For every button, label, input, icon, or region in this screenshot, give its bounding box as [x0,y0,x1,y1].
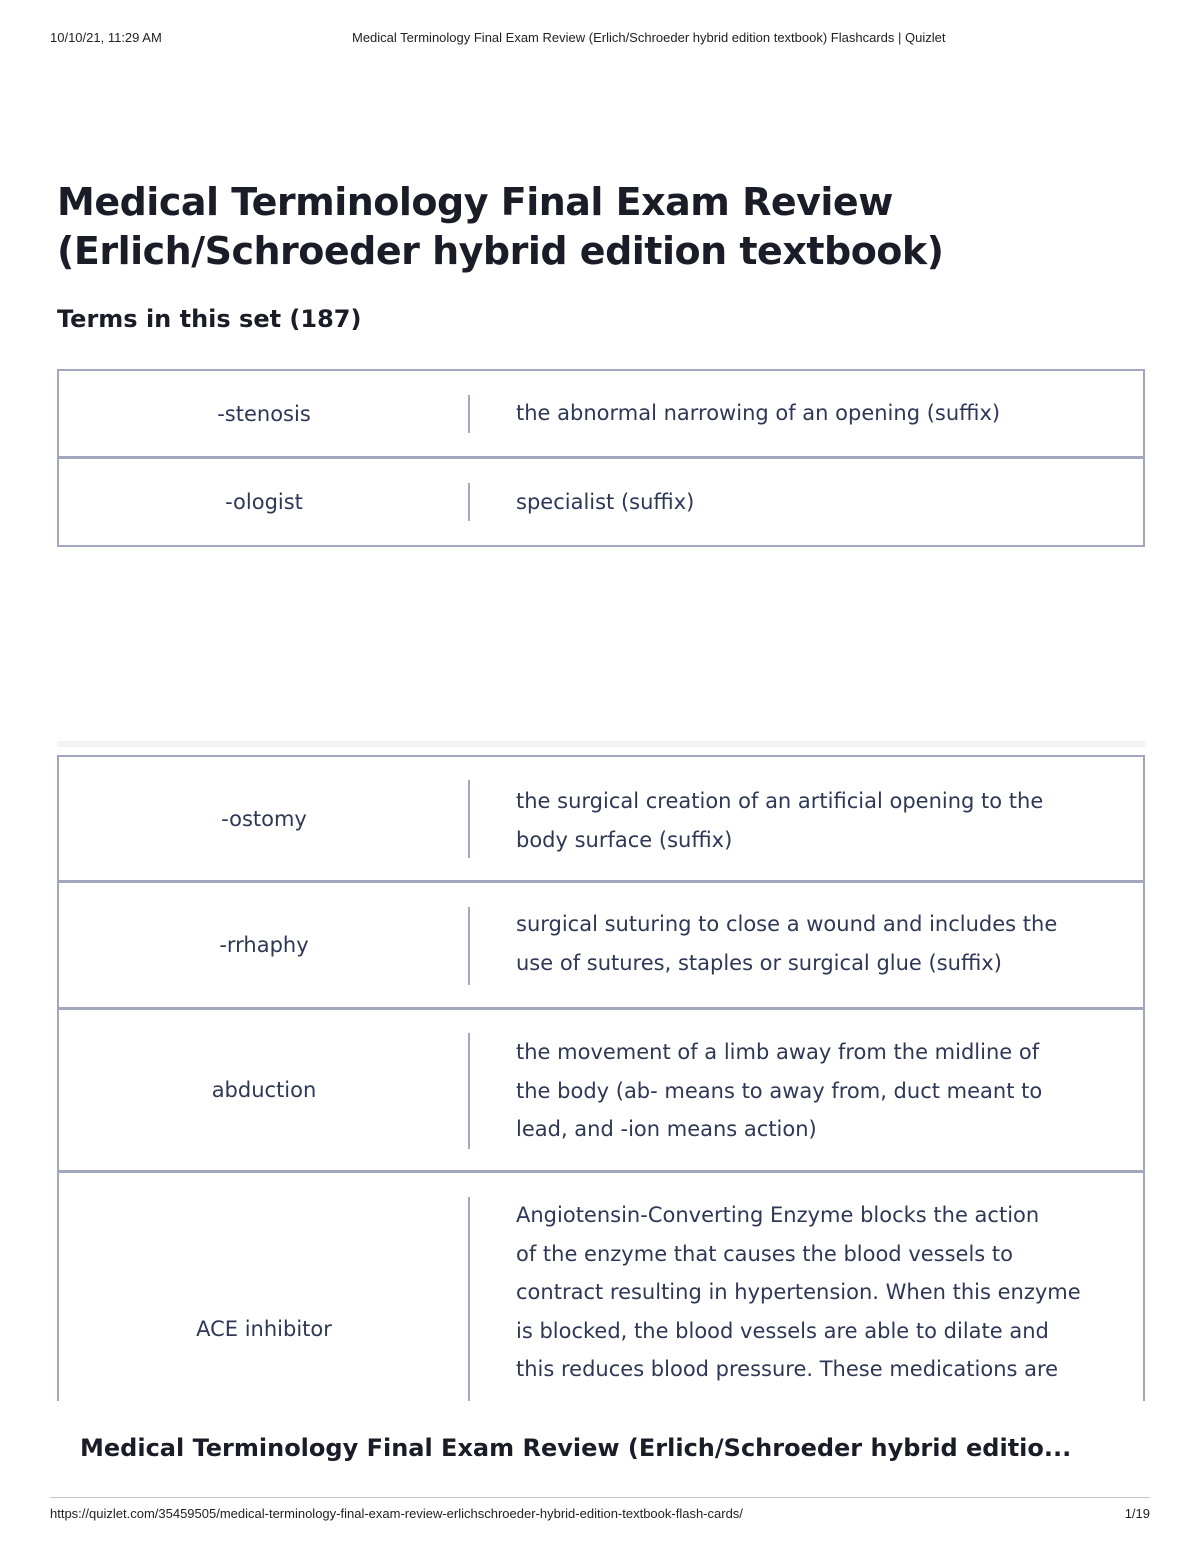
footer-divider [50,1497,1150,1498]
term-text: -ologist [225,490,303,514]
set-title-line2: (Erlich/Schroeder hybrid edition textbook) [57,229,944,273]
definition-line: body surface (suffix) [516,827,733,852]
terms-count-heading: Terms in this set (187) [57,305,362,333]
column-divider [468,395,470,433]
print-page-number: 1/19 [1124,1506,1150,1521]
column-divider [468,1033,470,1149]
definition-line: this reduces blood pressure. These medications are [516,1357,1059,1381]
definition-text [516,782,1086,859]
print-page-title: Medical Terminology Final Exam Review (Erlich/Schroeder hybrid edition textbook) Flashcards | Quizlet [352,30,946,45]
definition-line: the body (ab- means to away from, duct meant to [516,1078,1043,1103]
term-text: ACE inhibitor [196,1317,332,1341]
definition-line: lead, and -ion means action) [516,1117,817,1141]
terms-card-group [57,369,1145,547]
definition-text: the abnormal narrowing of an opening (suffix) [516,401,1001,426]
definition-line: the surgical creation of an artificial opening to the [516,789,1044,813]
definition-text: specialist (suffix) [516,489,695,514]
set-title [57,178,1057,276]
definition-line: use of sutures, staples or surgical glue (suffix) [516,950,1002,975]
section-separator [57,741,1145,747]
term-row[interactable] [59,459,1143,545]
definition-line: the movement of a limb away from the midline of [516,1040,1040,1064]
print-footer [50,1506,1150,1526]
definition-text [516,1033,1086,1149]
definition-line: of the enzyme that causes the blood vessels to [516,1241,1013,1266]
print-header [50,30,1150,50]
footer-set-title[interactable]: Medical Terminology Final Exam Review (Erlich/Schroeder hybrid editio... [80,1434,1072,1462]
term-row[interactable] [59,757,1143,883]
terms-clip-area [0,755,1200,1401]
set-title-line1: Medical Terminology Final Exam Review [57,180,893,224]
definition-text [516,1196,1086,1389]
definition-line: contract resulting in hypertension. When this enzyme [516,1280,1081,1304]
terms-card-group [57,755,1145,1401]
print-url: https://quizlet.com/35459505/medical-terminology-final-exam-review-erlichschroeder-hybrid-edition-textbook-flash-cards/ [50,1506,743,1521]
term-text: abduction [211,1078,317,1102]
term-text: -rrhaphy [219,933,309,957]
term-row[interactable] [59,1010,1143,1173]
term-row[interactable] [59,1173,1143,1401]
print-timestamp: 10/10/21, 11:29 AM [50,30,162,45]
definition-line: is blocked, the blood vessels are able to dilate and [516,1318,1049,1343]
term-row[interactable] [59,371,1143,459]
term-text: -ostomy [221,806,307,831]
term-text: -stenosis [217,401,311,426]
column-divider [468,483,470,521]
column-divider [468,780,470,858]
term-row[interactable] [59,883,1143,1010]
column-divider [468,907,470,985]
definition-line: Angiotensin-Converting Enzyme blocks the action [516,1203,1040,1227]
column-divider [468,1197,470,1401]
definition-text [516,905,1086,982]
definition-line: surgical suturing to close a wound and includes the [516,912,1058,936]
